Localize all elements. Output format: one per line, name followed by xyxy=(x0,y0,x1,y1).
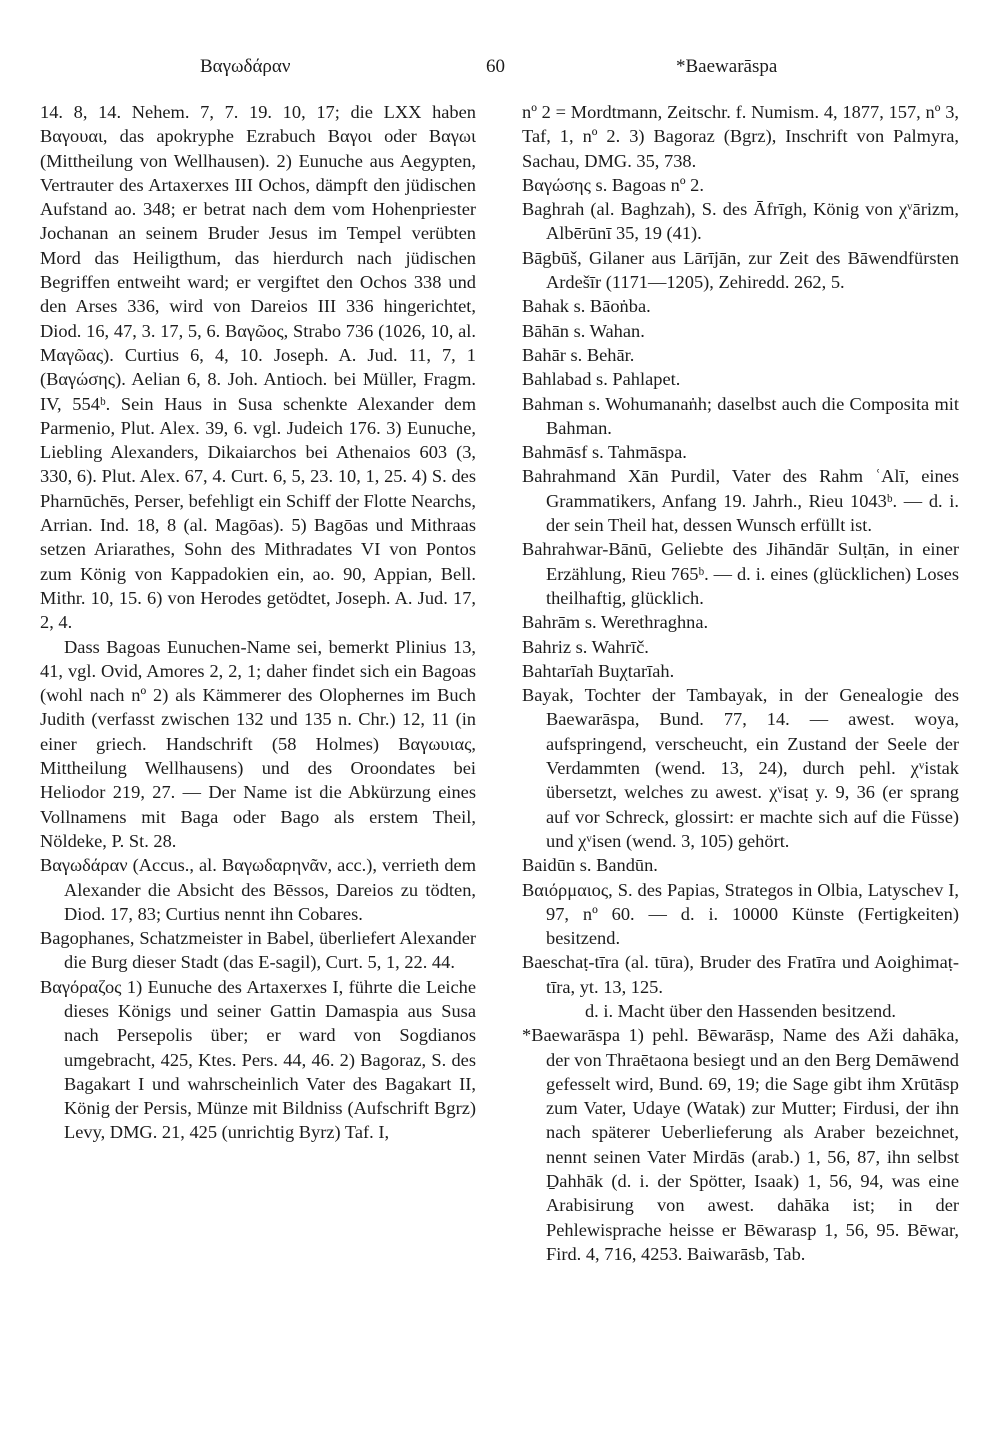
entry-baidun: Baidūn s. Bandūn. xyxy=(522,855,658,876)
entry-bahriz: Bahriz s. Wahrīč. xyxy=(522,636,649,657)
entry-bahrahmand: Bahrahmand Xān Purdil, Vater des Rahm ʿAlī, eines Grammatikers, Anfang 19. Jahrh., Rieu 1043ᵇ. — d. i. der sein Theil hat, dessen Wunsch erfüllt ist. xyxy=(522,466,959,536)
entry-bahak: Bahak s. Bāoṅba. xyxy=(522,296,651,317)
entry-baewaraspa: *Baewarāspa 1) pehl. Bēwarāsp, Name des Aži dahāka, der von Thraētaona besiegt und an den Berg Demāwend gefesselt wird, Bund. 69, 19; die Sage gibt ihm Xrūtāsp zum Vater, Udaye (Watak) zur Mutter; Firdusi, der ihn nach späterer Ueberlieferung als Araber bezeichnet, nennt seinen Vater Mirdās (arab.) 1, 56, 87, ihn selbst Ḏahhāk (d. i. der Spötter, Isaak) 1, 56, 94, was eine Arabisirung von awest. dahāka ist; in der Pehlewisprache heisse er Bēwarasp 1, 56, 95. Bēwar, Fird. 4, 716, 4253. Baiwarāsb, Tab. xyxy=(522,1025,959,1264)
running-header xyxy=(0,56,1000,88)
entry-bagbus: Bāgbūš, Gilaner aus Lārījān, zur Zeit des Bāwendfürsten Ardešīr (1171—1205), Zehiredd. 262, 5. xyxy=(522,247,959,293)
entry-bahrahwar-banu: Bahrahwar-Bānū, Geliebte des Jihāndār Sulṭān, in einer Erzählung, Rieu 765ᵇ. — d. i. eines (glücklichen) Loses theilhaftig, glücklich. xyxy=(522,539,959,608)
entry-baiormaios: Βαιόρμαιος, S. des Papias, Strategos in Olbia, Latyschev I, 97, nº 60. — d. i. 10000 Künste (Fertigkeiten) besitzend. xyxy=(522,879,959,949)
page-number: 60 xyxy=(486,56,505,77)
entry-continuation: 14. 8, 14. Nehem. 7, 7. 19. 10, 17; die LXX haben Βαγουαι, das apokryphe Ezrabuch Βαγοι oder Βαγωι (Mittheilung von Wellhausen). 2) Eunuche aus Aegypten, Vertrauter des Artaxerxes III Ochos, dämpft den jüdischen Aufstand ao. 348; er betrat nach dem vom Hohenpriester Jochanan an seinem Bruder Jesus im Tempel verübten Mord das Heiligthum, das hierdurch nach jüdischen Begriffen entweiht ward; er vergiftet den Ochos 338 und den Arses 336, wird von Dareios III 336 hingerichtet, Diod. 16, 47, 3. 17, 5, 6. Βαγῶος, Strabo 736 (1026, 10, al. Μαγῶας). Curtius 6, 4, 10. Joseph. A. Jud. 11, 7, 1 (Βαγώσης). Aelian 6, 8. Joh. Antioch. bei Müller, Fragm. IV, 554ᵇ. Sein Haus in Susa schenkte Alexander dem Parmenio, Plut. Alex. 39, 6. vgl. Judeich 176. 3) Eunuche, Liebling Alexanders, Dikaiarchos bei Athenaios 603 (3, 330, 6). Plut. Alex. 67, 4. Curt. 6, 5, 23. 10, 1, 25. 4) S. des Pharnūchēs, Perser, befehligt ein Schiff der Flotte Nearchs, Arrian. Ind. 18, 8 (al. Magōas). 5) Bagōas und Mithraas setzen Ariarathes, Sohn des Mithradates VI von Pontos zum König von Kappadokien ein, ao. 90, Appian, Bell. Mithr. 10, 15. 6) von Herodes getödtet, Joseph. A. Jud. 17, 2, 4. xyxy=(40,102,476,633)
entry-bahar: Bahār s. Behār. xyxy=(522,344,635,365)
entry-bahmasf: Bahmāsf s. Tahmāspa. xyxy=(522,442,687,463)
entry-baeschat-tira: Baeschaṭ-tīra (al. tūra), Bruder des Fratīra und Aoighimaṭ-tīra, yt. 13, 125. xyxy=(522,952,959,997)
entry-baghrah: Baghrah (al. Baghzah), S. des Āfrīgh, König von χᵛārizm, Albērūnī 35, 19 (41). xyxy=(522,199,959,244)
entry-bayak: Bayak, Tochter der Tambayak, in der Genealogie des Baewarāspa, Bund. 77, 14. — awest. woya, aufspringend, verscheucht, ein Zustand der Seele der Verdammten (wend. 13, 24), durch pehl. χᵛistak übersetzt, welches zu awest. χᵛisaṭ y. 9, 36 (er sprang auf vor Schreck, glossirt: er machte sich auf die Füsse) und χᵛisen (wend. 3, 105) gehört. xyxy=(522,685,959,851)
entry-bahman: Bahman s. Wohumanaṅh; daselbst auch die Composita mit Bahman. xyxy=(522,393,959,438)
header-right-keyword: *Baewarāspa xyxy=(676,56,778,77)
paragraph-note: Dass Bagoas Eunuchen-Name sei, bemerkt Plinius 13, 41, vgl. Ovid, Amores 2, 2, 1; daher findet sich ein Bagoas (wohl nach nº 2) als Kämmerer des Olophernes im Buch Judith (verfasst zwischen 132 und 135 n. Chr.) 12, 11 (in einer griech. Handschrift (58 Holmes) Βαγωυιας, Mittheilung Wellhausens) und des Oroondates bei Heliodor 219, 27. — Der Name ist die Abkürzung eines Vollnamens mit Baga oder Bago als erstem Theil, Nöldeke, P. St. 28. xyxy=(40,636,476,851)
entry-bagorazos: Βαγόραζος 1) Eunuche des Artaxerxes I, führte die Leiche dieses Königs und seiner Gattin Damaspia aus Susa nach Persepolis über; er ward von Sogdianos umgebracht, 425, Ktes. Pers. 44, 46. 2) Bagoraz, S. des Bagakart I und wahrscheinlich Vater des Bagakart II, König der Persis, Münze mit Bildniss (Aufschrift Bgrz) Levy, DMG. 21, 425 (unrichtig Byrz) Taf. I, xyxy=(40,976,476,1143)
entry-gloss: d. i. Macht über den Hassenden besitzend. xyxy=(584,1000,896,1021)
entry-continuation: nº 2 = Mordtmann, Zeitschr. f. Numism. 4, 1877, 157, nº 3, Taf, 1, nº 2. 3) Bagoraz (Bgrz), Inschrift von Palmyra, Sachau, DMG. 35, 738. xyxy=(522,102,959,171)
header-left-keyword: Βαγωδάραν xyxy=(200,56,291,77)
entry-bahan: Bāhān s. Wahan. xyxy=(522,320,645,341)
entry-bagodaran: Βαγωδάραν (Accus., al. Βαγωδαρηνᾶν, acc.), verrieth dem Alexander die Absicht des Bēssos, Dareios zu tödten, Diod. 17, 83; Curtius nennt ihn Cobares. xyxy=(40,855,476,924)
entry-bahlabad: Bahlabad s. Pahlapet. xyxy=(522,369,681,390)
entry-bahram: Bahrām s. Werethraghna. xyxy=(522,612,709,633)
left-column xyxy=(40,100,476,1145)
entry-bagoses: Βαγώσης s. Bagoas nº 2. xyxy=(522,174,704,195)
entry-bahtariah: Bahtarīah Buχtarīah. xyxy=(522,660,675,681)
right-column xyxy=(522,100,959,1266)
entry-bagophanes: Bagophanes, Schatzmeister in Babel, überliefert Alexander die Burg dieser Stadt (das E-sagil), Curt. 5, 1, 22. 44. xyxy=(40,928,476,973)
